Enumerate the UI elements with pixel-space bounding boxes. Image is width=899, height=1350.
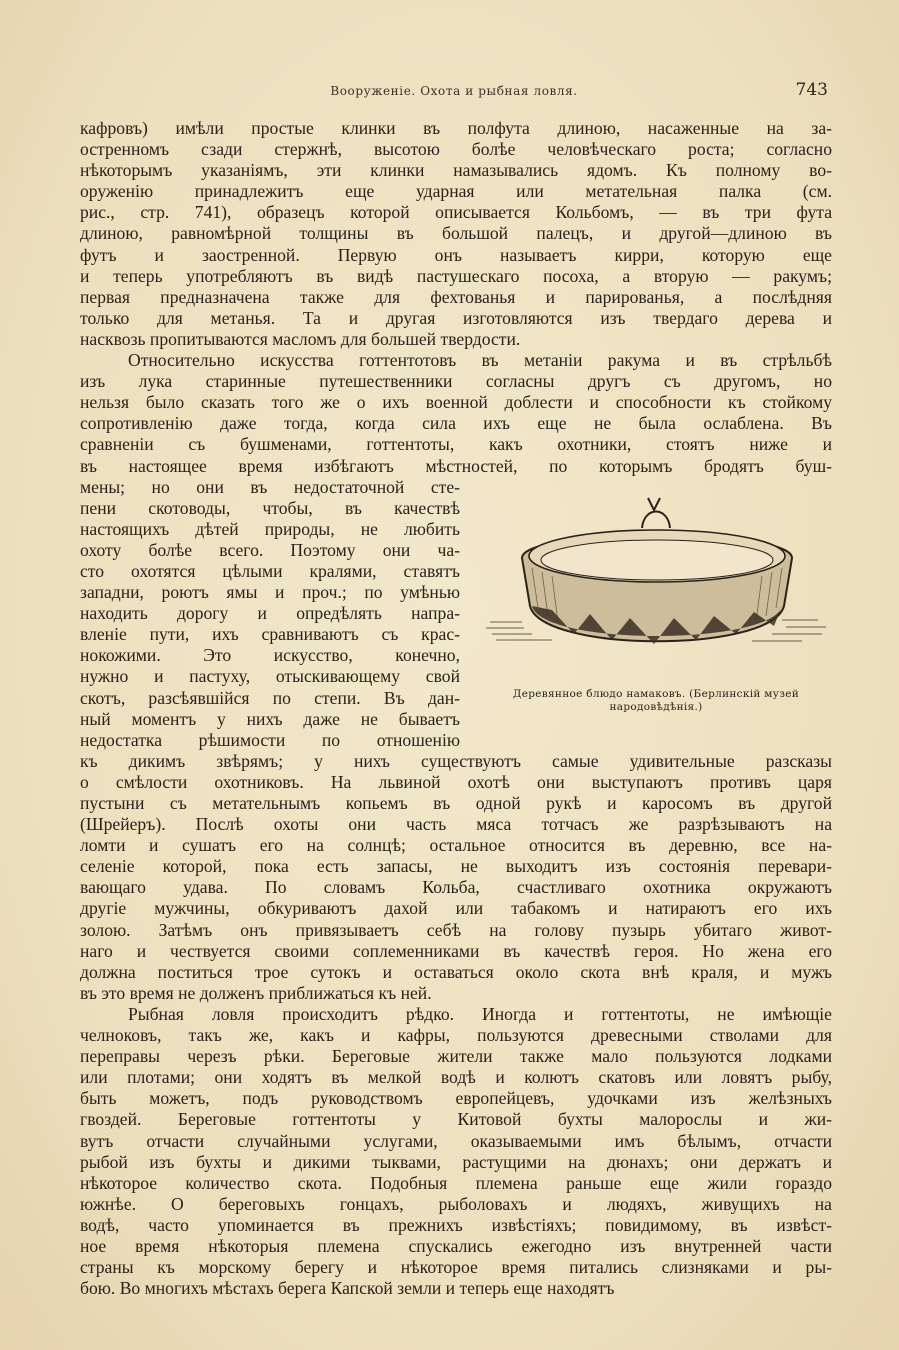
text-line: вленіе пути, ихъ сравниваютъ съ крас- bbox=[80, 624, 460, 645]
text-line: о смѣлости охотниковъ. На львиной охотѣ они выступаютъ противъ царя bbox=[80, 771, 832, 792]
text-line: челноковъ, такъ же, какъ и кафры, пользуются древесными стволами для bbox=[80, 1025, 832, 1046]
text-line: нѣкоторымъ указаніямъ, эти клинки намазывались ядомъ. Къ полному во- bbox=[80, 160, 832, 181]
text-line: ломти и сушатъ его на солнцѣ; остальное относится въ деревню, все на- bbox=[80, 835, 832, 856]
text-line: переправы черезъ рѣки. Береговые жители также мало пользуются лодками bbox=[80, 1046, 832, 1067]
page-header bbox=[80, 80, 828, 104]
text-line: первая предназначена также для фехтованья и парированья, а послѣдняя bbox=[80, 286, 832, 307]
text-line: рыбой изъ бухты и дикими тыквами, растущими на дюнахъ; они держатъ и bbox=[80, 1151, 832, 1172]
text-line: насквозь пропитываются масломъ для большей твердости. bbox=[80, 328, 521, 349]
text-line: нокожими. Это искусство, конечно, bbox=[80, 645, 460, 666]
text-line: оруженію принадлежитъ еще ударная или метательная палка (см. bbox=[80, 181, 832, 202]
text-line: сопротивленію даже тогда, когда сила ихъ еще не была ослаблена. Въ bbox=[80, 413, 832, 434]
text-line: сравненіи съ бушменами, готтентоты, какъ охотники, стоятъ ниже и bbox=[80, 434, 832, 455]
text-line: сто охотятся цѣлыми кралями, ставятъ bbox=[80, 560, 460, 581]
text-line: западни, роютъ ямы и проч.; по умѣнью bbox=[80, 582, 460, 603]
figure-wooden-bowl bbox=[472, 488, 840, 728]
text-line: рис., стр. 741), образецъ которой описывается Кольбомъ, — въ три фута bbox=[80, 202, 832, 223]
text-line: гвоздей. Береговые готтентоты у Китовой бухты малорослы и жи- bbox=[80, 1109, 832, 1130]
running-head: Вооруженіе. Охота и рыбная ловля. bbox=[330, 84, 578, 98]
text-line: недостатка рѣшимости по отношенію bbox=[80, 729, 460, 750]
text-line: ный моментъ у нихъ даже не бываетъ bbox=[80, 708, 460, 729]
text-line: нельзя было сказать того же о ихъ военной доблести и способности къ стойкому bbox=[80, 392, 832, 413]
text-line: Рыбная ловля происходитъ рѣдко. Иногда и готтентоты, не имѣющіе bbox=[128, 1003, 832, 1024]
text-line: кафровъ) имѣли простые клинки въ полфута длиною, насаженные на за- bbox=[80, 118, 832, 138]
text-line: въ это время не долженъ приближаться къ ней. bbox=[80, 982, 432, 1003]
text-line: длиною, равномѣрной толщины въ большой палецъ, и другой—длиною въ bbox=[80, 223, 832, 244]
text-line: скотъ, разсѣявшійся по степи. Въ дан- bbox=[80, 687, 460, 708]
text-line: ное время нѣкоторыя племена спускались ежегодно изъ внутренней части bbox=[80, 1235, 832, 1256]
wooden-bowl-illustration bbox=[482, 488, 832, 684]
text-line: должна поститься трое сутокъ и оставаться около скота внѣ краля, и мужъ bbox=[80, 961, 832, 982]
text-line: быть можетъ, подъ руководствомъ европейцевъ, удочками изъ желѣзныхъ bbox=[80, 1088, 832, 1109]
text-line: бою. Во многихъ мѣстахъ берега Капской земли и теперь еще находятъ bbox=[80, 1278, 615, 1299]
text-line: настоящихъ дѣтей природы, не любить bbox=[80, 518, 460, 539]
text-line: нужно и пастуху, отыскивающему свой bbox=[80, 666, 460, 687]
text-line: золою. Затѣмъ онъ привязываетъ себѣ на голову пузырь убитаго живот- bbox=[80, 919, 832, 940]
text-line: футъ и заостренной. Первую онъ называетъ кирри, которую еще bbox=[80, 244, 832, 265]
text-line: только для метанья. Та и другая изготовляются изъ твердаго дерева и bbox=[80, 307, 832, 328]
text-line: къ дикимъ звѣрямъ; у нихъ существуютъ самые удивительные разсказы bbox=[80, 750, 832, 771]
text-line: въ настоящее время избѣгаютъ мѣстностей, по которымъ бродятъ буш- bbox=[80, 455, 832, 476]
text-line: (Шрейеръ). Послѣ охоты они часть мяса тотчасъ же разрѣзываютъ на bbox=[80, 814, 832, 835]
text-line: или плотами; они ходятъ въ мелкой водѣ и колютъ скатовъ или ловятъ рыбу, bbox=[80, 1067, 832, 1088]
text-line: охоту болѣе всего. Поэтому они ча- bbox=[80, 539, 460, 560]
text-line: водѣ, часто упоминается въ прежнихъ извѣстіяхъ; повидимому, въ извѣст- bbox=[80, 1214, 832, 1235]
text-line: страны къ морскому берегу и нѣкоторое время питались слизняками и ры- bbox=[80, 1257, 832, 1278]
text-line: мены; но они въ недостаточной сте- bbox=[80, 476, 460, 497]
text-line: пени скотоводы, чтобы, въ качествѣ bbox=[80, 497, 460, 518]
page-number: 743 bbox=[795, 80, 828, 100]
text-line: наго и чествуется своими соплеменниками въ качествѣ героя. Но жена его bbox=[80, 940, 832, 961]
text-line: и теперь употребляютъ въ видѣ пастушескаго посоха, а вторую — ракумъ; bbox=[80, 265, 832, 286]
text-line: остренномъ сзади стержнѣ, высотою болѣе человѣческаго роста; согласно bbox=[80, 139, 832, 160]
figure-caption: Деревянное блюдо намаковъ. (Берлинскій музей народовѣдѣнія.) bbox=[512, 688, 800, 713]
text-line: южнѣе. О береговыхъ гонцахъ, рыболовахъ и людяхъ, живущихъ на bbox=[80, 1193, 832, 1214]
text-line: Относительно искусства готтентотовъ въ метаніи ракума и въ стрѣльбѣ bbox=[128, 350, 832, 371]
text-line: пустыни съ метательнымъ копьемъ въ одной рукѣ и каросомъ въ другой bbox=[80, 793, 832, 813]
text-line: изъ лука старинные путешественники согласны другъ съ другомъ, но bbox=[80, 371, 832, 392]
text-line: находить дорогу и опредѣлять напра- bbox=[80, 603, 460, 624]
text-line: селеніе которой, пока есть запасы, не выходитъ изъ состоянія перевари- bbox=[80, 856, 832, 877]
text-line: нѣкоторое количество скота. Подобныя племена раньше еще жили гораздо bbox=[80, 1172, 832, 1193]
text-line: другіе мужчины, обкуриваютъ дахой или табакомъ и натираютъ его ихъ bbox=[80, 898, 832, 919]
text-line: вутъ отчасти случайными услугами, оказываемыми имъ бѣлымъ, отчасти bbox=[80, 1130, 832, 1151]
text-line: вающаго удава. По словамъ Кольба, счастливаго охотника окружаютъ bbox=[80, 877, 832, 898]
